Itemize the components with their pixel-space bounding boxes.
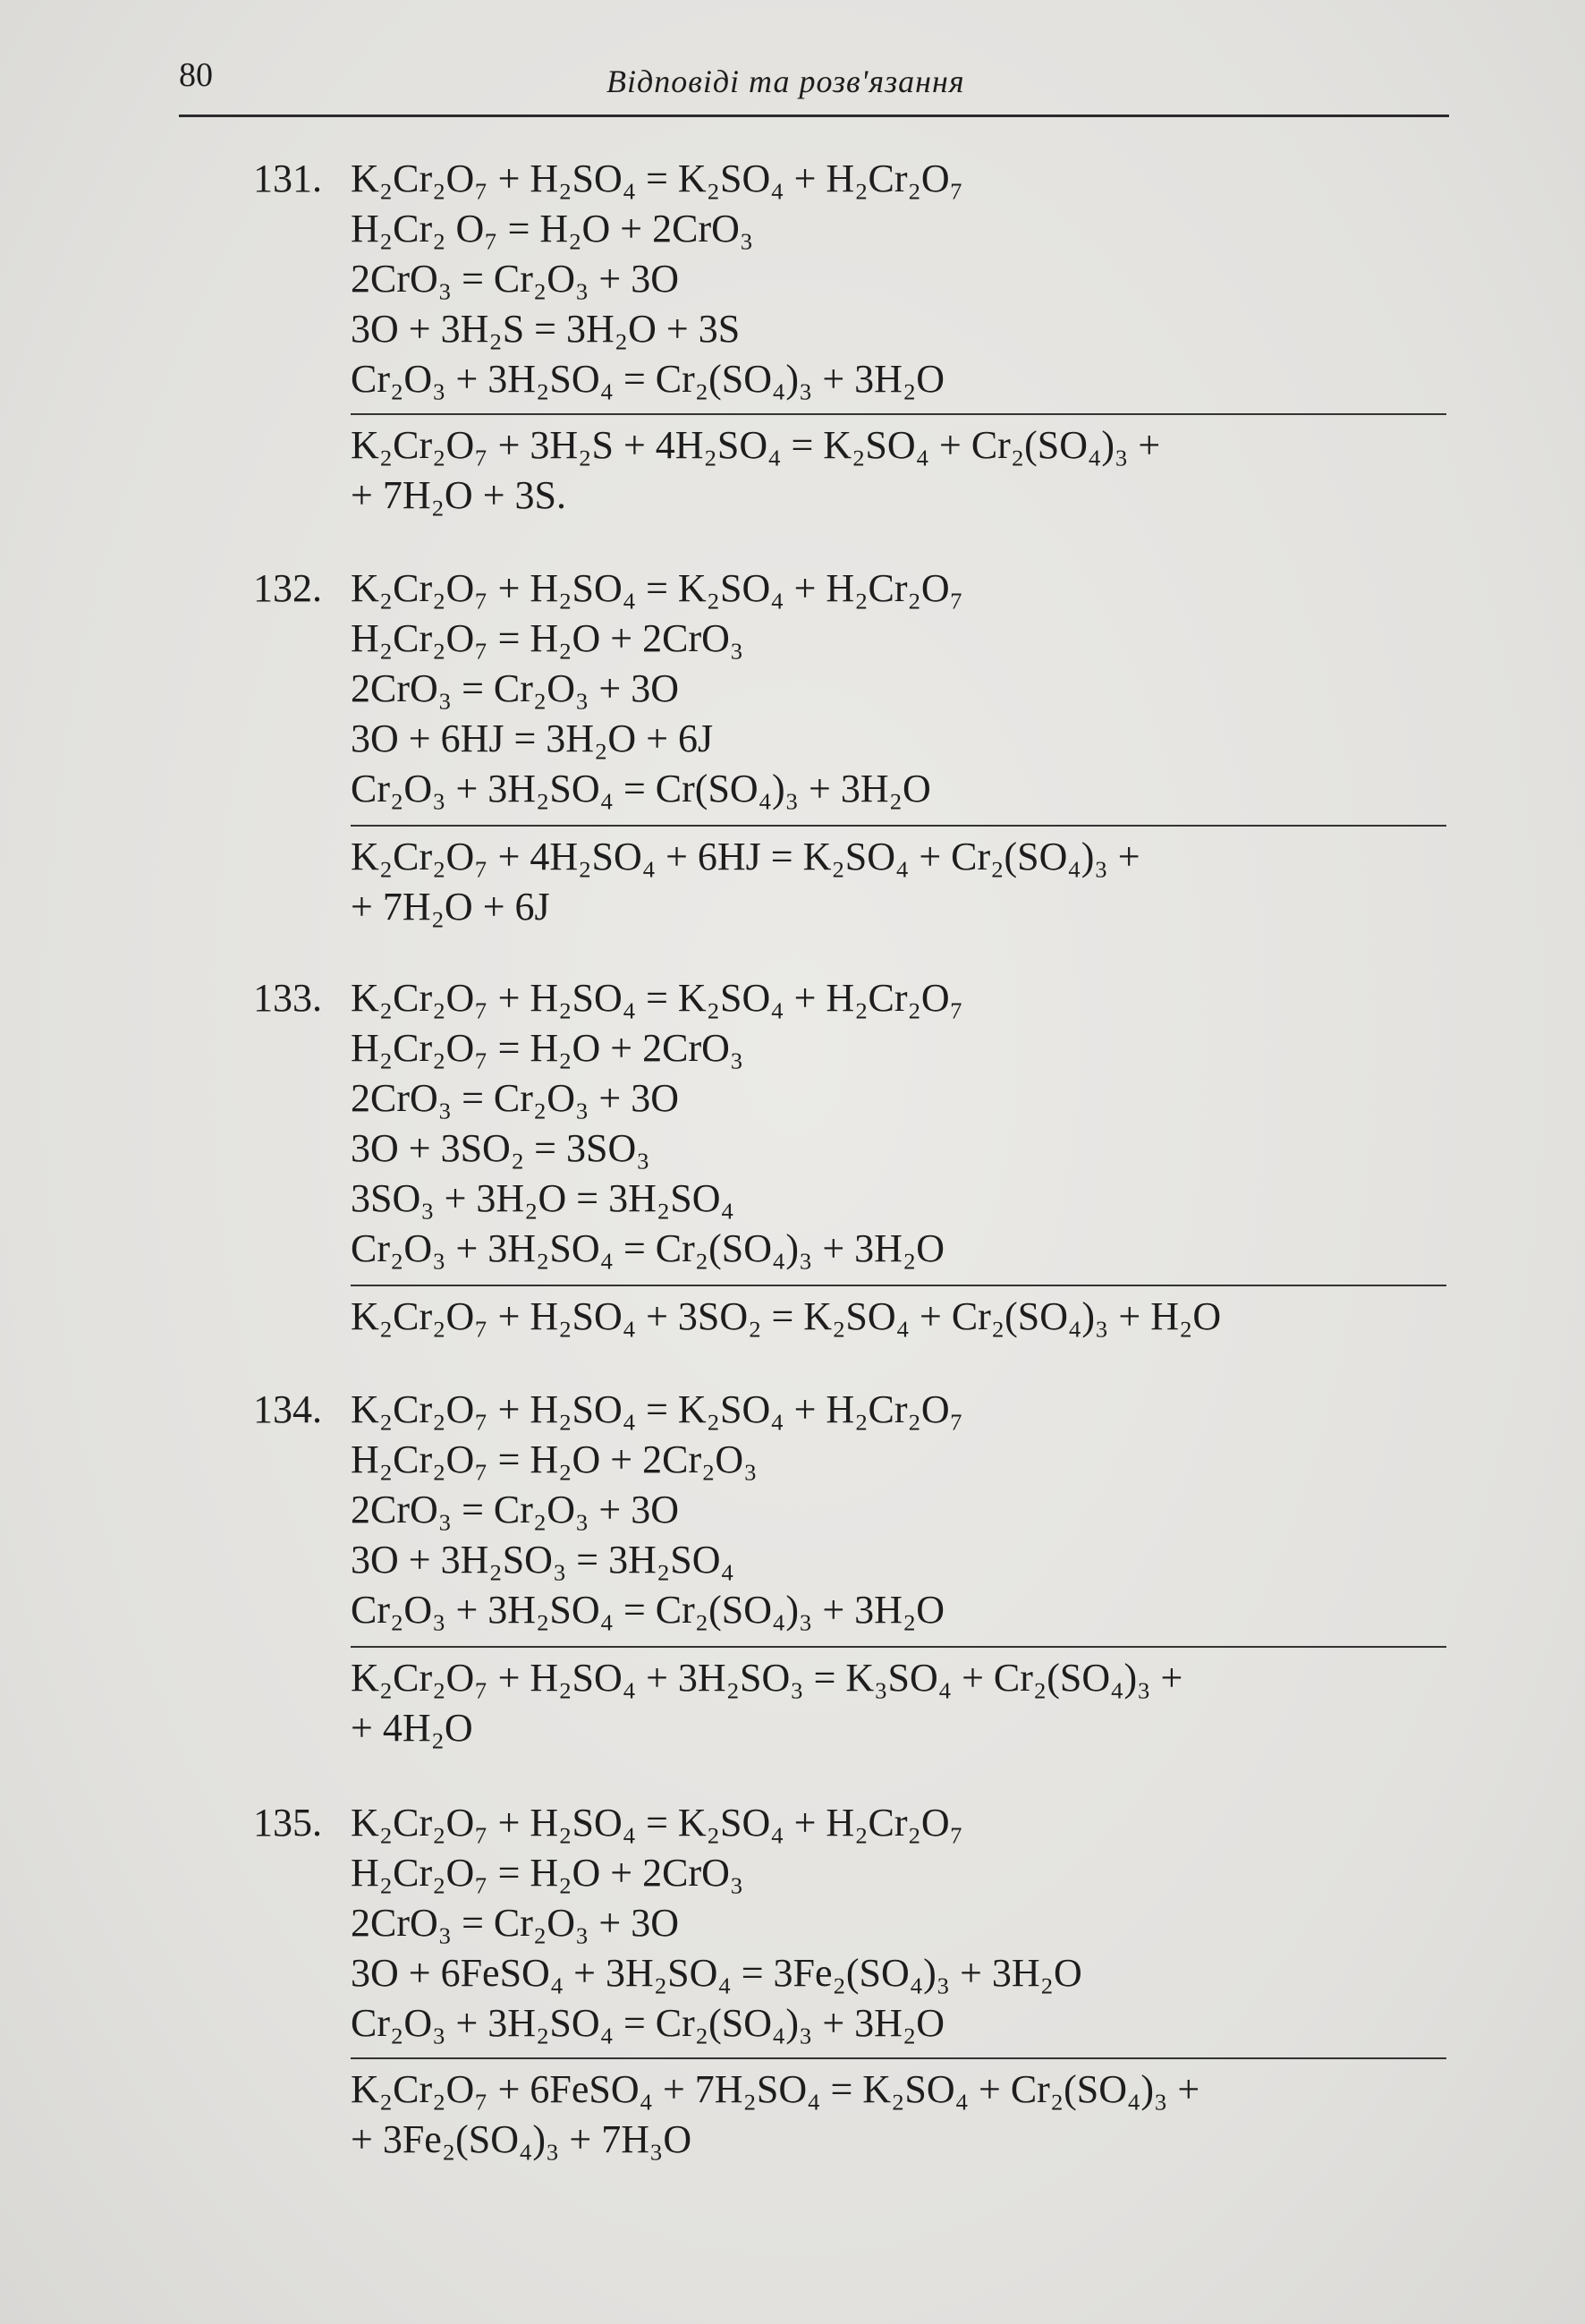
overall-equation-continuation: + 7H₂O + 3S.: [351, 473, 566, 517]
equation-step: K₂Cr₂O₇ + H₂SO₄ = K₂SO₄ + H₂Cr₂O₇: [351, 157, 963, 200]
equation-step: Cr₂O₃ + 3H₂SO₄ = Cr₂(SO₄)₃ + 3H₂O: [351, 2001, 945, 2045]
equation-step: Cr₂O₃ + 3H₂SO₄ = Cr₂(SO₄)₃ + 3H₂O: [351, 1588, 945, 1632]
equation-step: 3O + 6FeSO₄ + 3H₂SO₄ = 3Fe₂(SO₄)₃ + 3H₂O: [351, 1951, 1082, 1995]
overall-equation: K₂Cr₂O₇ + 6FeSO₄ + 7H₂SO₄ = K₂SO₄ + Cr₂(SO₄)₃ +: [351, 2067, 1200, 2111]
problem-number: 131.: [253, 157, 322, 200]
summation-rule: [351, 1646, 1446, 1648]
equation-step: 3O + 3SO₂ = 3SO₃: [351, 1126, 650, 1170]
header-rule: [179, 115, 1449, 117]
page-number: 80: [179, 56, 213, 94]
problem-number: 133.: [253, 976, 322, 1020]
problem-number: 135.: [253, 1801, 322, 1845]
overall-equation-continuation: + 3Fe₂(SO₄)₃ + 7H₃O: [351, 2117, 692, 2161]
overall-equation: K₂Cr₂O₇ + 3H₂S + 4H₂SO₄ = K₂SO₄ + Cr₂(SO₄)₃ +: [351, 423, 1161, 467]
summation-rule: [351, 413, 1446, 415]
equation-step: 3O + 6HJ = 3H₂O + 6J: [351, 717, 714, 760]
equation-step: 2CrO₃ = Cr₂O₃ + 3O: [351, 1488, 679, 1531]
equation-step: H₂Cr₂O₇ = H₂O + 2CrO₃: [351, 1851, 744, 1895]
problem-number: 134.: [253, 1387, 322, 1431]
equation-step: 2CrO₃ = Cr₂O₃ + 3O: [351, 257, 679, 301]
equation-step: Cr₂O₃ + 3H₂SO₄ = Cr(SO₄)₃ + 3H₂O: [351, 767, 931, 810]
problem-number: 132.: [253, 566, 322, 610]
equation-step: H₂Cr₂O₇ = H₂O + 2CrO₃: [351, 1026, 744, 1070]
summation-rule: [351, 2057, 1446, 2059]
overall-equation-continuation: + 4H₂O: [351, 1706, 473, 1750]
summation-rule: [351, 825, 1446, 827]
overall-equation: K₂Cr₂O₇ + 4H₂SO₄ + 6HJ = K₂SO₄ + Cr₂(SO₄)₃ +: [351, 835, 1140, 878]
overall-equation: K₂Cr₂O₇ + H₂SO₄ + 3SO₂ = K₂SO₄ + Cr₂(SO₄)₃ + H₂O: [351, 1294, 1222, 1338]
equation-step: 3O + 3H₂S = 3H₂O + 3S: [351, 307, 741, 351]
running-title: Відповіді та розв'язання: [606, 64, 965, 99]
equation-step: K₂Cr₂O₇ + H₂SO₄ = K₂SO₄ + H₂Cr₂O₇: [351, 1801, 963, 1845]
overall-equation-continuation: + 7H₂O + 6J: [351, 885, 550, 929]
equation-step: H₂Cr₂O₇ = H₂O + 2CrO₃: [351, 616, 744, 660]
equation-step: 2CrO₃ = Cr₂O₃ + 3O: [351, 666, 679, 710]
equation-step: K₂Cr₂O₇ + H₂SO₄ = K₂SO₄ + H₂Cr₂O₇: [351, 566, 963, 610]
equation-step: 3O + 3H₂SO₃ = 3H₂SO₄: [351, 1538, 734, 1582]
equation-step: Cr₂O₃ + 3H₂SO₄ = Cr₂(SO₄)₃ + 3H₂O: [351, 357, 945, 401]
equation-step: K₂Cr₂O₇ + H₂SO₄ = K₂SO₄ + H₂Cr₂O₇: [351, 1387, 963, 1431]
overall-equation: K₂Cr₂O₇ + H₂SO₄ + 3H₂SO₃ = K₃SO₄ + Cr₂(SO₄)₃ +: [351, 1656, 1183, 1700]
summation-rule: [351, 1285, 1446, 1286]
equation-step: 2CrO₃ = Cr₂O₃ + 3O: [351, 1901, 679, 1945]
equation-step: 3SO₃ + 3H₂O = 3H₂SO₄: [351, 1176, 734, 1220]
equation-step: 2CrO₃ = Cr₂O₃ + 3O: [351, 1076, 679, 1120]
equation-step: H₂Cr₂O₇ = H₂O + 2Cr₂O₃: [351, 1438, 758, 1481]
equation-step: K₂Cr₂O₇ + H₂SO₄ = K₂SO₄ + H₂Cr₂O₇: [351, 976, 963, 1020]
page-header: [179, 55, 1449, 109]
equation-step: H₂Cr₂ O₇ = H₂O + 2CrO₃: [351, 207, 754, 250]
equation-step: Cr₂O₃ + 3H₂SO₄ = Cr₂(SO₄)₃ + 3H₂O: [351, 1226, 945, 1270]
